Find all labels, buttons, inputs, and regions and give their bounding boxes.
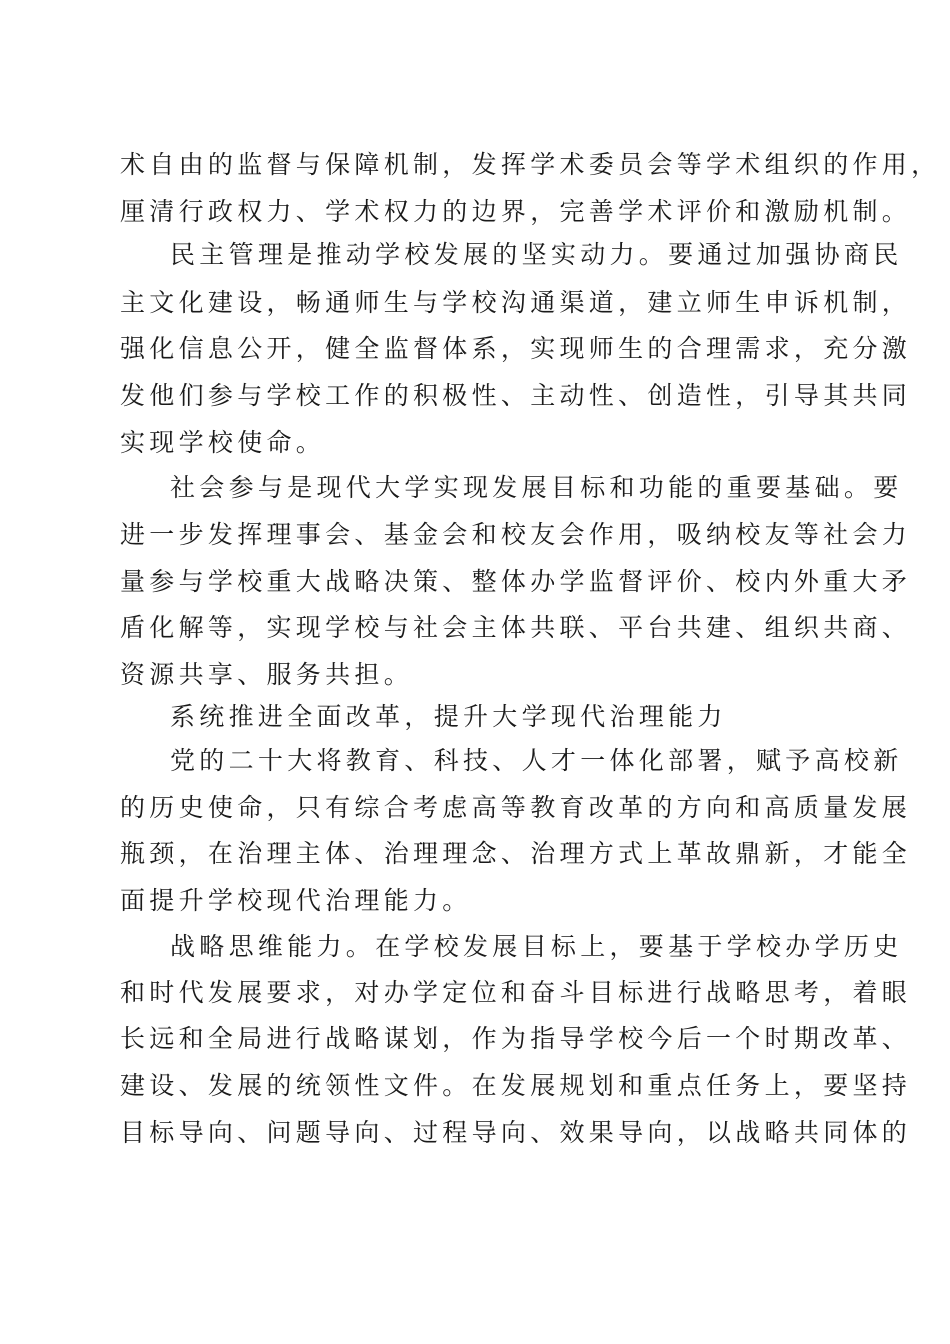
- text-line: 的历史使命，只有综合考虑高等教育改革的方向和高质量发展: [120, 793, 912, 822]
- text-line: 盾化解等，实现学校与社会主体共联、平台共建、组织共商、: [120, 613, 912, 642]
- paragraph-start-line: 战略思维能力。在学校发展目标上，要基于学校办学历史: [170, 932, 903, 961]
- paragraph-start-line: 民主管理是推动学校发展的坚实动力。要通过加强协商民: [170, 240, 903, 269]
- text-line: 量参与学校重大战略决策、整体办学监督评价、校内外重大矛: [120, 567, 912, 596]
- text-line: 强化信息公开，健全监督体系，实现师生的合理需求，充分激: [120, 334, 912, 363]
- text-line: 进一步发挥理事会、基金会和校友会作用，吸纳校友等社会力: [120, 520, 912, 549]
- text-line: 瓶颈，在治理主体、治理理念、治理方式上革故鼎新，才能全: [120, 839, 912, 868]
- text-line: 厘清行政权力、学术权力的边界，完善学术评价和激励机制。: [120, 197, 912, 226]
- text-line: 面提升学校现代治理能力。: [120, 886, 472, 915]
- text-line: 建设、发展的统领性文件。在发展规划和重点任务上，要坚持: [120, 1071, 912, 1100]
- text-line: 发他们参与学校工作的积极性、主动性、创造性，引导其共同: [120, 381, 912, 410]
- text-line: 和时代发展要求，对办学定位和奋斗目标进行战略思考，着眼: [120, 978, 912, 1007]
- text-line: 资源共享、服务共担。: [120, 660, 414, 689]
- paragraph-start-line: 社会参与是现代大学实现发展目标和功能的重要基础。要: [170, 473, 903, 502]
- paragraph-start-line: 党的二十大将教育、科技、人才一体化部署，赋予高校新: [170, 746, 903, 775]
- text-line: 目标导向、问题导向、过程导向、效果导向，以战略共同体的: [120, 1118, 912, 1147]
- text-line: 长远和全局进行战略谋划，作为指导学校今后一个时期改革、: [120, 1024, 912, 1053]
- text-line: 主文化建设，畅通师生与学校沟通渠道，建立师生申诉机制，: [120, 288, 912, 317]
- section-heading: 系统推进全面改革，提升大学现代治理能力: [170, 702, 727, 731]
- text-line: 术自由的监督与保障机制，发挥学术委员会等学术组织的作用，: [120, 150, 941, 179]
- text-line: 实现学校使命。: [120, 428, 326, 457]
